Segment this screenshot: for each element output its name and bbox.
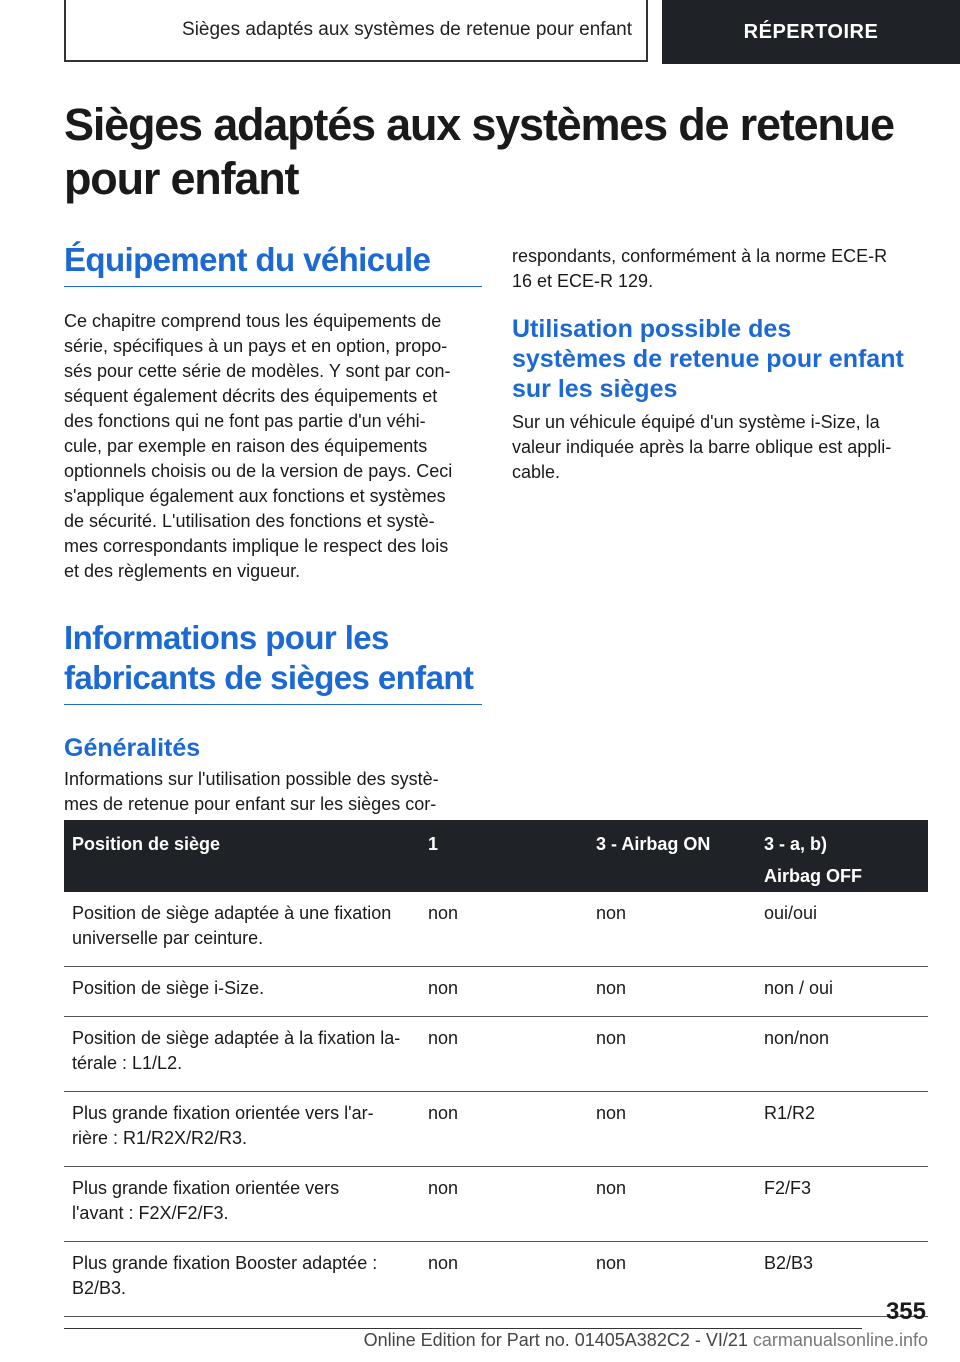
paragraph-line: valeur indiquée après la barre oblique est appli‐ [512, 437, 892, 457]
table-row [64, 1017, 928, 1092]
cell-line: Position de siège adaptée à une fixation [72, 903, 392, 923]
table-cell: non [420, 967, 588, 1017]
table-row [64, 1092, 928, 1167]
cell-line: universelle par ceinture. [72, 928, 264, 948]
column-header-line: Airbag OFF [764, 866, 862, 886]
paragraph-line: respondants, conformément à la norme ECE-R [512, 246, 888, 266]
paragraph-line: Ce chapitre comprend tous les équipements de [64, 311, 442, 331]
table-cell: non [420, 892, 588, 967]
footer-edition-line [64, 1330, 928, 1351]
table-cell: non [420, 1092, 588, 1167]
heading-line: Informations pour les [64, 619, 389, 656]
paragraph-line: mes correspondants implique le respect des lois [64, 536, 449, 556]
general-heading: Généralités [64, 734, 201, 762]
page-title-line1: Sièges adaptés aux systèmes de retenue [64, 99, 894, 150]
paragraph-line: et des règlements en vigueur. [64, 561, 301, 581]
table-cell-label [64, 1242, 420, 1317]
cell-line: Position de siège i-Size. [72, 978, 265, 998]
paragraph-line: sés pour cette série de modèles. Y sont par con‐ [64, 361, 451, 381]
heading-line: systèmes de retenue pour enfant [512, 345, 904, 373]
cell-line: Plus grande fixation orientée vers [72, 1178, 340, 1198]
cell-line: Position de siège adaptée à la fixation la‐ [72, 1028, 401, 1048]
table-cell: non [588, 892, 756, 967]
paragraph-line: mes de retenue pour enfant sur les sièges cor‐ [64, 794, 437, 814]
table-header-row [64, 820, 928, 892]
index-button[interactable] [662, 0, 960, 64]
paragraph-line: Informations sur l'utilisation possible des systè‐ [64, 769, 439, 789]
general-paragraph [64, 767, 482, 817]
vehicle-equipment-heading: Équipement du véhicule [64, 240, 482, 287]
table-cell: R1/R2 [756, 1092, 928, 1167]
heading-line: sur les sièges [512, 375, 678, 403]
cell-line: térale : L1/L2. [72, 1053, 183, 1073]
cell-line: rière : R1/R2X/R2/R3. [72, 1128, 248, 1148]
left-column [64, 240, 482, 817]
paragraph-line: optionnels choisis ou de la version de pays. Ceci [64, 461, 453, 481]
paragraph-line: des fonctions qui ne font pas partie d'un véhi‐ [64, 411, 426, 431]
header-section-title-text: Sièges adaptés aux systèmes de retenue pour enfant [182, 19, 632, 40]
paragraph-line: Sur un véhicule équipé d'un système i-Size, la [512, 412, 880, 432]
table-cell: F2/F3 [756, 1167, 928, 1242]
possible-use-paragraph [512, 410, 930, 485]
table-cell: non [588, 1167, 756, 1242]
table-cell: non [420, 1017, 588, 1092]
paragraph-line: 16 et ECE-R 129. [512, 271, 654, 291]
page-title-line2: pour enfant [64, 153, 299, 204]
seat-suitability-table [64, 820, 928, 1317]
table-cell: B2/B3 [756, 1242, 928, 1317]
paragraph-line: de sécurité. L'utilisation des fonctions et systè‐ [64, 511, 435, 531]
table-cell-label [64, 1167, 420, 1242]
table-cell-label [64, 1017, 420, 1092]
column-header-line: 3 - a, b) [764, 834, 828, 854]
general-paragraph-continued [512, 244, 930, 294]
table-row [64, 1167, 928, 1242]
table-cell-label [64, 892, 420, 967]
site-watermark[interactable]: carmanualsonline.info [752, 1330, 928, 1350]
table-cell: non [420, 1167, 588, 1242]
manufacturers-info-heading [64, 618, 482, 705]
paragraph-line: cule, par exemple en raison des équipements [64, 436, 428, 456]
table-row [64, 892, 928, 967]
column-header-seat-1: 1 [420, 820, 588, 892]
cell-line: B2/B3. [72, 1278, 127, 1298]
vehicle-equipment-paragraph [64, 309, 482, 584]
paragraph-line: série, spécifiques à un pays et en option, propo‐ [64, 336, 448, 356]
column-header-seat-position: Position de siège [64, 820, 420, 892]
table-cell: non [588, 1092, 756, 1167]
edition-text: Online Edition for Part no. 01405A382C2 - VI/21 [363, 1330, 748, 1350]
column-header-airbag-on: 3 - Airbag ON [588, 820, 756, 892]
paragraph-line: cable. [512, 462, 561, 482]
heading-line: Utilisation possible des [512, 315, 792, 343]
cell-line: Plus grande fixation orientée vers l'ar‐ [72, 1103, 374, 1123]
cell-line: Plus grande fixation Booster adaptée : [72, 1253, 378, 1273]
table-cell: non [588, 1017, 756, 1092]
cell-line: l'avant : F2X/F2/F3. [72, 1203, 229, 1223]
header-section-title [64, 0, 648, 62]
page-title [64, 98, 934, 206]
table-cell: non [588, 1242, 756, 1317]
paragraph-line: séquent également décrits des équipements et [64, 386, 438, 406]
index-button-label: RÉPERTOIRE [743, 20, 879, 43]
column-header-airbag-off [756, 820, 928, 892]
table-cell: non [420, 1242, 588, 1317]
paragraph-line: s'applique également aux fonctions et systèmes [64, 486, 446, 506]
table-cell: non [588, 967, 756, 1017]
right-column [512, 244, 930, 485]
table-row [64, 967, 928, 1017]
table-cell: oui/oui [756, 892, 928, 967]
possible-use-heading [512, 314, 930, 404]
table-cell-label [64, 1092, 420, 1167]
table-cell-label [64, 967, 420, 1017]
table-cell: non/non [756, 1017, 928, 1092]
footer-divider [64, 1328, 862, 1329]
heading-line: fabricants de sièges enfant [64, 659, 474, 696]
table-row [64, 1242, 928, 1317]
table-cell: non / oui [756, 967, 928, 1017]
page-number: 355 [885, 1298, 926, 1325]
